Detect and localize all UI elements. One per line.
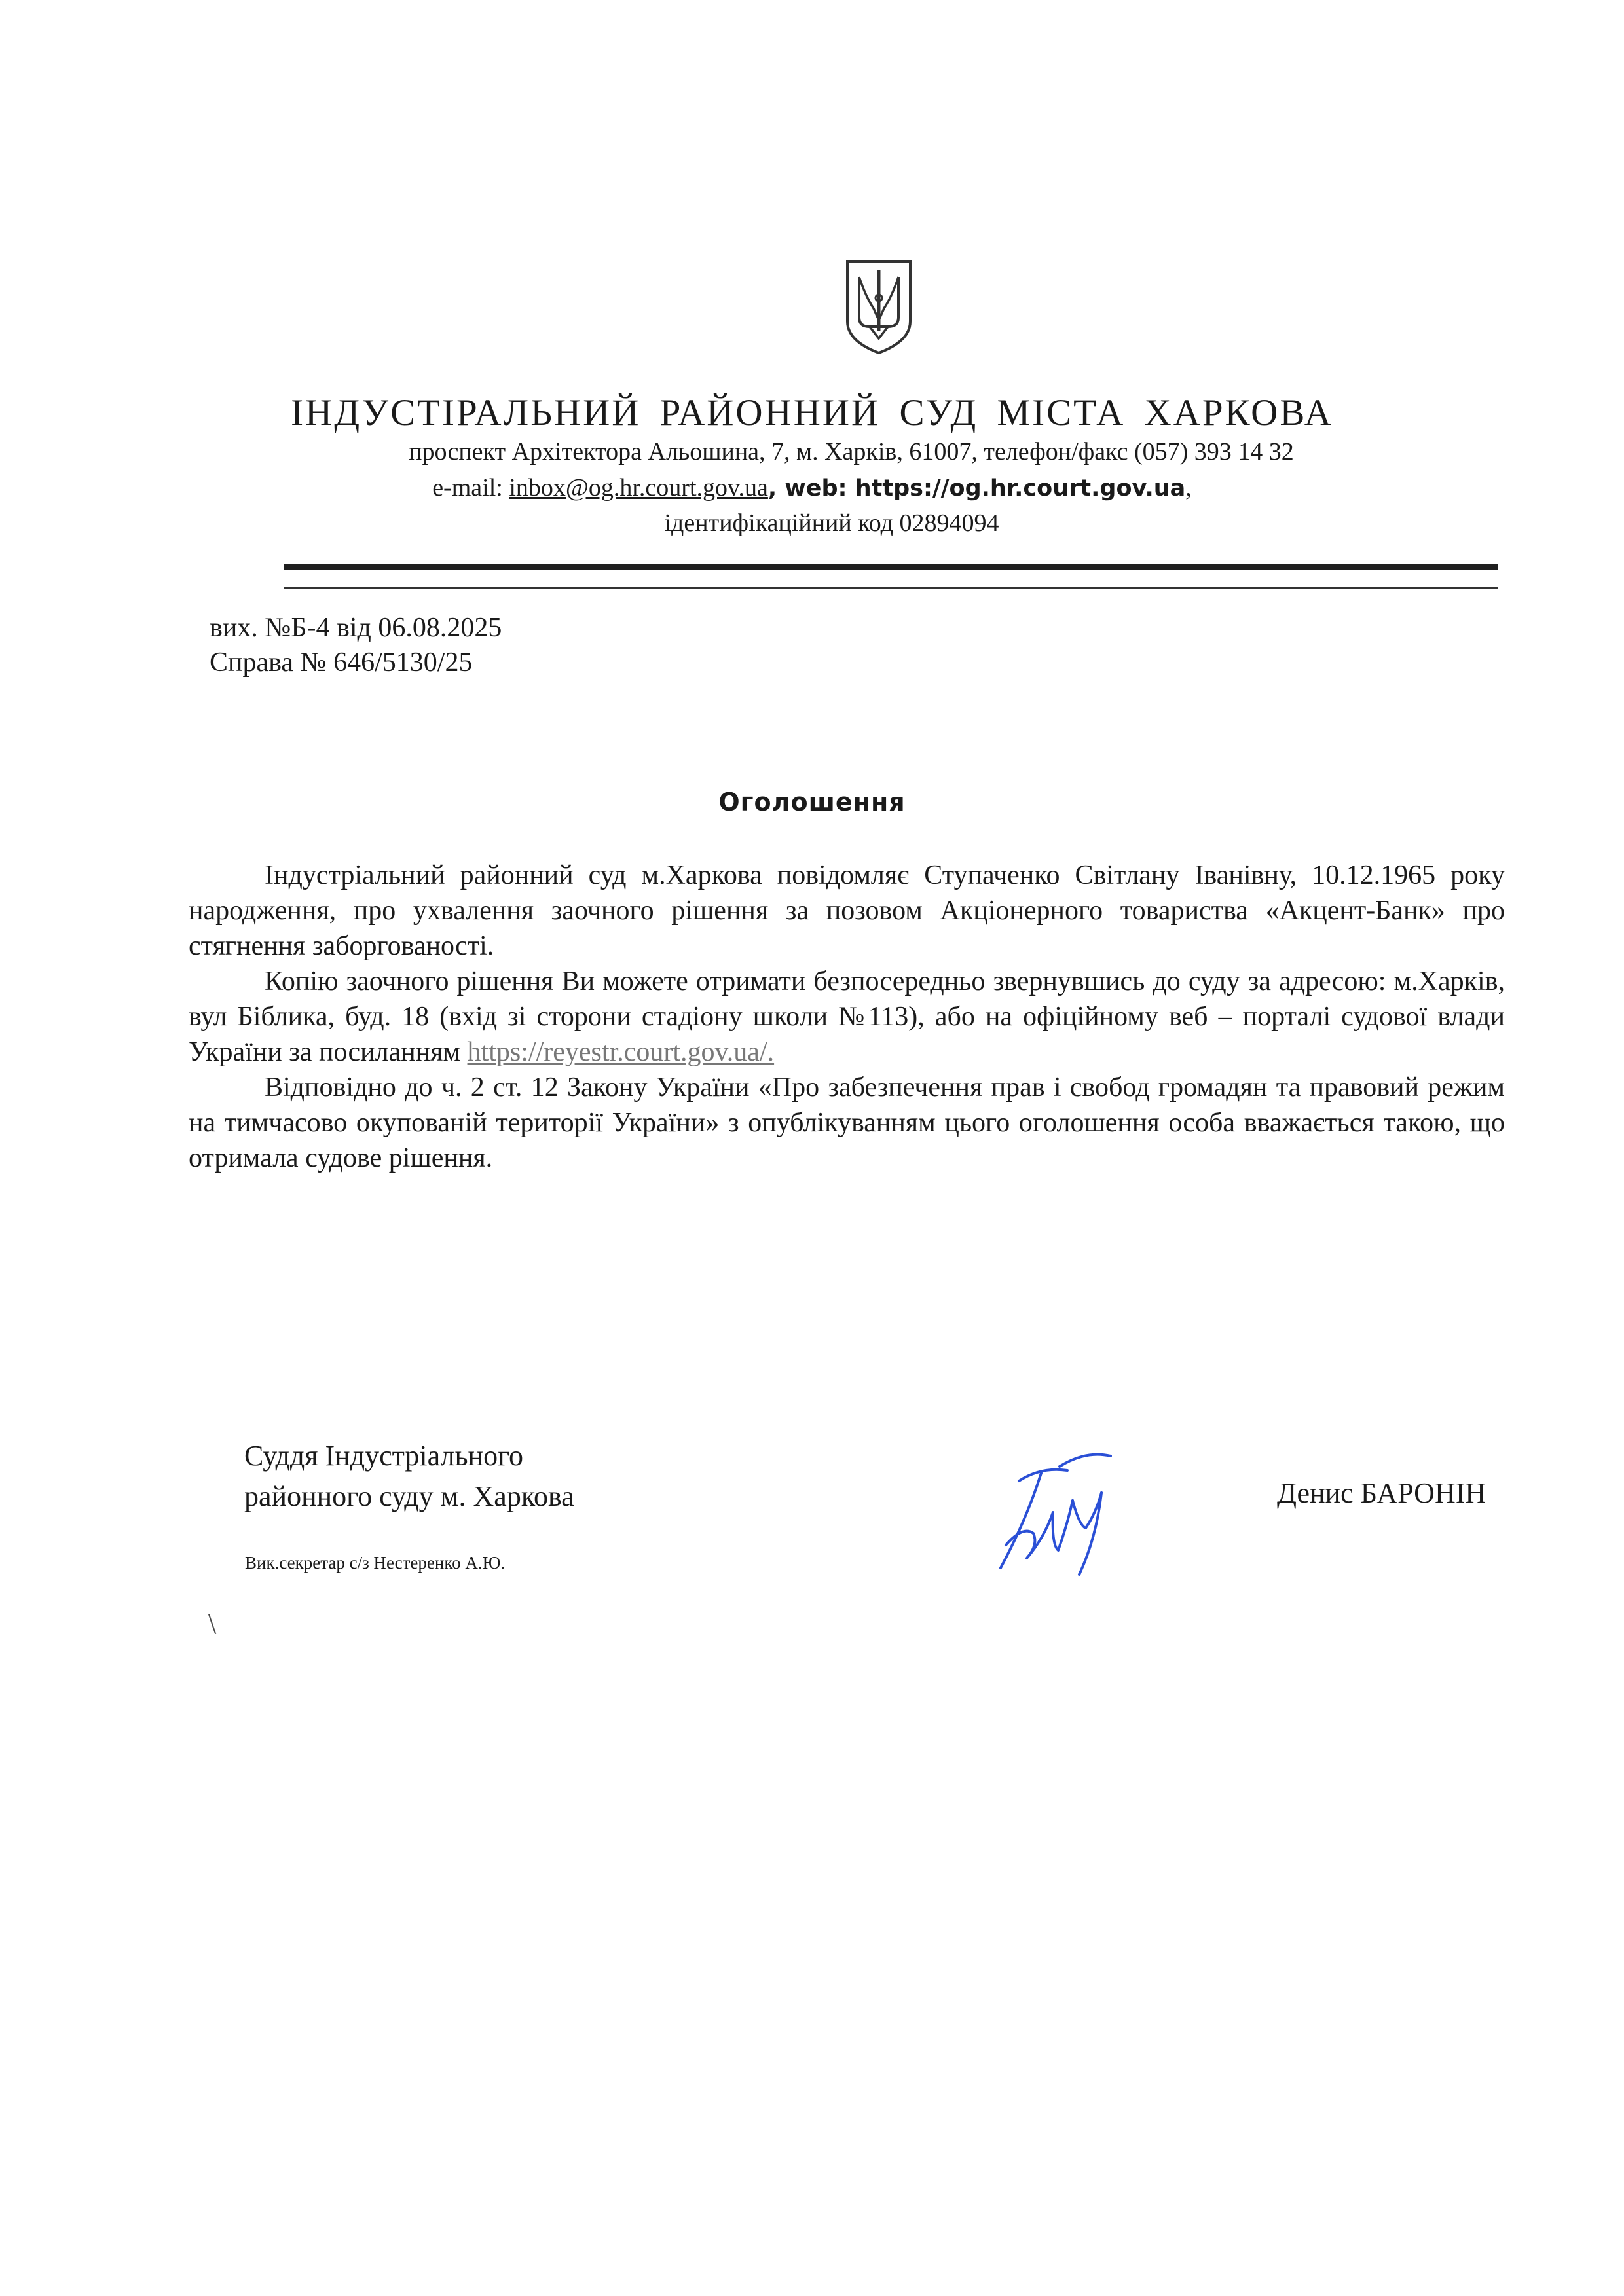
stray-mark: \: [208, 1608, 217, 1640]
announcement-title: Оголошення: [718, 788, 906, 816]
judge-title-line-1: Суддя Індустріального: [244, 1440, 524, 1472]
header-divider-thin: [284, 587, 1498, 589]
identification-code: ідентифікаційний код 02894094: [664, 509, 999, 537]
judge-title: [244, 1436, 574, 1517]
coat-of-arms-icon: [843, 257, 914, 355]
handwritten-signature-icon: [981, 1447, 1132, 1581]
court-contacts: [0, 473, 1624, 502]
email-link[interactable]: inbox@og.hr.court.gov.ua: [509, 474, 768, 501]
judge-title-line-2: районного суду м. Харкова: [244, 1480, 574, 1512]
email-label: e-mail:: [432, 474, 509, 501]
judge-name: Денис БАРОНІН: [1277, 1477, 1486, 1509]
paragraph-2: [189, 964, 1505, 1070]
registry-link[interactable]: https://reyestr.court.gov.ua/.: [467, 1037, 775, 1067]
announcement-body: [189, 858, 1505, 1176]
secretary-note: Вик.секретар с/з Нестеренко А.Ю.: [245, 1553, 506, 1573]
court-name: ІНДУСТІРАЛЬНИЙ РАЙОННИЙ СУД МІСТА ХАРКОВА: [291, 392, 1333, 433]
outgoing-number: вих. №Б-4 від 06.08.2025: [210, 613, 502, 643]
header-divider-thick: [284, 564, 1498, 570]
paragraph-1: Індустріальний районний суд м.Харкова повідомляє Ступаченко Світлану Іванівну, 10.12.1965 року народження, про ухвалення заочного рішення за позовом Акціонерного товариства «Акцент-Банк» про стягнення заборгованості.: [189, 860, 1505, 961]
paragraph-3: Відповідно до ч. 2 ст. 12 Закону України «Про забезпечення прав і свобод громадян та правовий режим на тимчасово окупованій території України» з опублікуванням цього оголошення особа вважається такою, що отримала судове рішення.: [189, 1072, 1505, 1173]
paragraph-2-text: Копію заочного рішення Ви можете отримати безпосередньо звернувшись до суду за адресою: м.Харків, вул Біблика, буд. 18 (вхід зі сторони стадіону школи №113), або на офіційному веб – порталі судової влади України за посиланням: [189, 966, 1505, 1067]
web-link[interactable]: , web: https://og.hr.court.gov.ua: [767, 475, 1186, 501]
case-number: Справа № 646/5130/25: [210, 647, 473, 678]
court-address: проспект Архітектора Альошина, 7, м. Харків, 61007, телефон/факс (057) 393 14 32: [409, 438, 1294, 465]
contacts-tail: ,: [1185, 474, 1192, 501]
